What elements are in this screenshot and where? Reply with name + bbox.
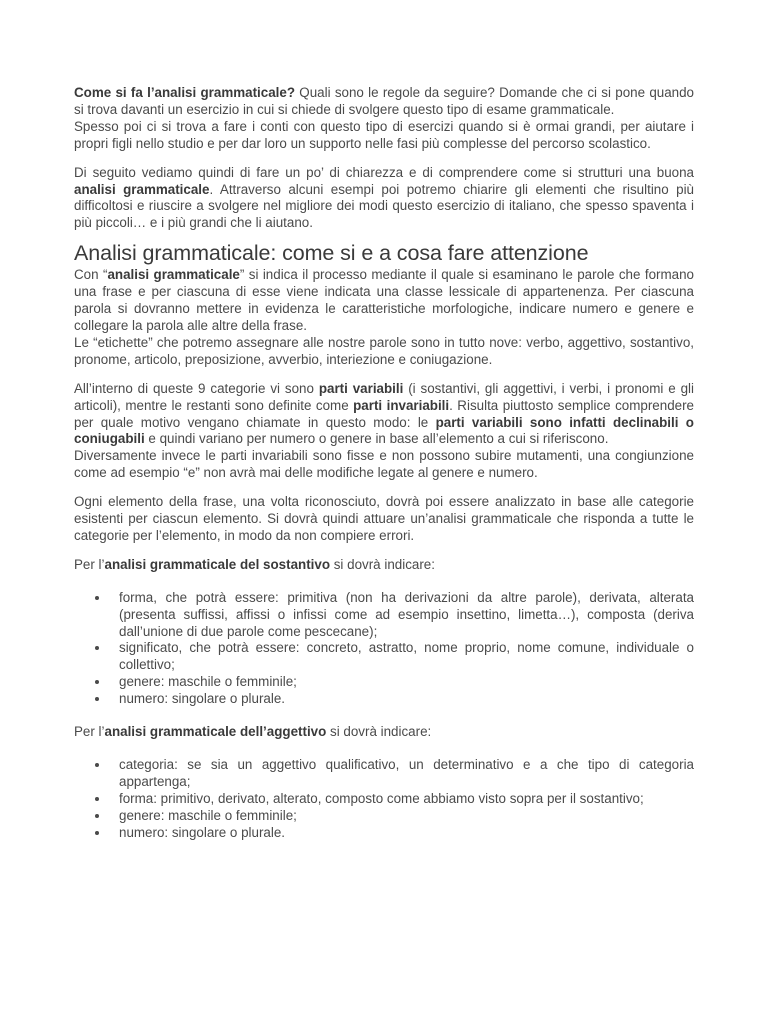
aggettivo-list — [74, 757, 694, 842]
section-paragraph-1-bold: analisi grammaticale — [107, 267, 240, 283]
list-item — [119, 640, 694, 674]
section-paragraph-1 — [74, 267, 694, 335]
list-item-text: numero: singolare o plurale. — [119, 824, 285, 840]
intro-paragraph-1 — [74, 85, 694, 119]
list-item — [119, 791, 694, 808]
bullet-icon — [95, 814, 99, 818]
parti-variabili-bold: parti variabili — [318, 380, 404, 396]
intro-paragraph-3-text-b: . Attraverso alcuni esempi poi potremo chiarire gli elementi che risultino più difficoltosi e riuscire a svolgere nel migliore dei modi questo esercizio di italiano, che spesso spaventa i più piccoli… e i più grandi che li aiutano. — [74, 181, 694, 231]
section-paragraph-3-text-d: e quindi variano per numero o genere in base all’elemento a cui si riferiscono. — [144, 431, 609, 447]
bullet-icon — [95, 797, 99, 801]
section-paragraph-3-text-a: All’interno di queste 9 categorie vi sono — [74, 380, 319, 396]
section-paragraph-4: Diversamente invece le parti invariabili sono fisse e non possono subire mutamenti, una congiunzione come ad esempio “e” non avrà mai delle modifiche legate al genere e numero. — [74, 448, 694, 481]
sostantivo-list — [74, 590, 694, 708]
aggettivo-lead-text-a: Per l’ — [74, 724, 105, 740]
list-item — [119, 757, 694, 791]
intro-paragraph-3-text-a: Di seguito vediamo quindi di fare un po’ di chiarezza e di comprendere come si strutturi una buona — [74, 164, 694, 180]
intro-question-bold: Come si fa l’analisi grammaticale? — [74, 85, 296, 100]
list-item-text: genere: maschile o femminile; — [119, 674, 297, 690]
list-item-text: forma, che potrà essere: primitiva (non ha derivazioni da altre parole), derivata, alterata (presenta suffissi, affissi o infissi come ad esempio insettino, limetta…), composta (deriva dall’unione di due parole come pescecane); — [119, 589, 694, 639]
aggettivo-lead-text-b: si dovrà indicare: — [326, 724, 432, 740]
intro-paragraph-2: Spesso poi ci si trova a fare i conti con questo tipo di esercizi quando si è ormai grandi, per aiutare i propri figli nello studio e per dar loro un supporto nelle fasi più complesse del percorso scolastico. — [74, 118, 694, 151]
intro-paragraph-3 — [74, 165, 694, 233]
document-content — [74, 85, 694, 842]
section-paragraph-3-text-c: . Risulta piuttosto semplice comprendere per quale motivo vengano chiamate in questo modo: le — [74, 397, 694, 430]
aggettivo-lead-bold: analisi grammaticale dell’aggettivo — [104, 724, 327, 740]
list-item — [119, 825, 694, 842]
bullet-icon — [95, 646, 99, 650]
list-item-text: significato, che potrà essere: concreto, astratto, nome proprio, nome comune, individuale o collettivo; — [119, 640, 694, 673]
bullet-icon — [95, 831, 99, 835]
bullet-icon — [95, 763, 99, 767]
bullet-icon — [95, 697, 99, 701]
list-item — [119, 691, 694, 708]
section-paragraph-1-text-b: ” si indica il processo mediante il quale si esaminano le parole che formano una frase e per ciascuna di esse viene indicata una classe lessicale di appartenenza. Per ciascuna parola si dovranno mettere in evidenza le caratteristiche morfologiche, indicare numero e genere e collegare la parola alle altre della frase. — [74, 267, 694, 333]
sostantivo-lead-text-a: Per l’ — [74, 556, 105, 572]
section-paragraph-3 — [74, 381, 694, 449]
aggettivo-lead — [74, 724, 694, 741]
sostantivo-lead-bold: analisi grammaticale del sostantivo — [104, 556, 331, 572]
list-item-text: forma: primitivo, derivato, alterato, composto come abbiamo visto sopra per il sostantivo; — [119, 790, 644, 806]
list-item — [119, 808, 694, 825]
sostantivo-lead-text-b: si dovrà indicare: — [330, 556, 435, 572]
sostantivo-lead — [74, 557, 694, 574]
section-paragraph-5: Ogni elemento della frase, una volta riconosciuto, dovrà poi essere analizzato in base alle categorie esistenti per ciascun elemento. Si dovrà quindi attuare un’analisi grammaticale che risponda a tutte le categorie per l’elemento, in modo da non compiere errori. — [74, 494, 694, 543]
section-paragraph-1-text-a: Con “ — [74, 267, 108, 283]
section-paragraph-2: Le “etichette” che potremo assegnare alle nostre parole sono in tutto nove: verbo, aggettivo, sostantivo, pronome, articolo, preposizione, avverbio, interiezione e coniugazione. — [74, 334, 694, 367]
list-item — [119, 590, 694, 641]
list-item-text: numero: singolare o plurale. — [119, 691, 285, 707]
section-paragraph-3-text-b: (i sostantivi, gli aggettivi, i verbi, i pronomi e gli articoli), mentre le restanti sono definite come — [74, 380, 694, 413]
list-item-text: categoria: se sia un aggettivo qualificativo, un determinativo e a che tipo di categoria appartenga; — [119, 757, 694, 789]
parti-declinabili-bold: parti variabili sono infatti declinabili o coniugabili — [74, 414, 694, 447]
section-heading: Analisi grammaticale: come si e a cosa fare attenzione — [74, 241, 589, 266]
list-item-text: genere: maschile o femminile; — [119, 807, 297, 823]
bullet-icon — [95, 596, 99, 600]
parti-invariabili-bold: parti invariabili — [353, 397, 450, 413]
intro-paragraph-1-text: Quali sono le regole da seguire? Domande che ci si pone quando si trova davanti un esercizio in cui si chiede di svolgere questo tipo di esame grammaticale. — [74, 85, 694, 117]
intro-paragraph-3-bold: analisi grammaticale — [74, 181, 210, 197]
bullet-icon — [95, 680, 99, 684]
list-item — [119, 674, 694, 691]
